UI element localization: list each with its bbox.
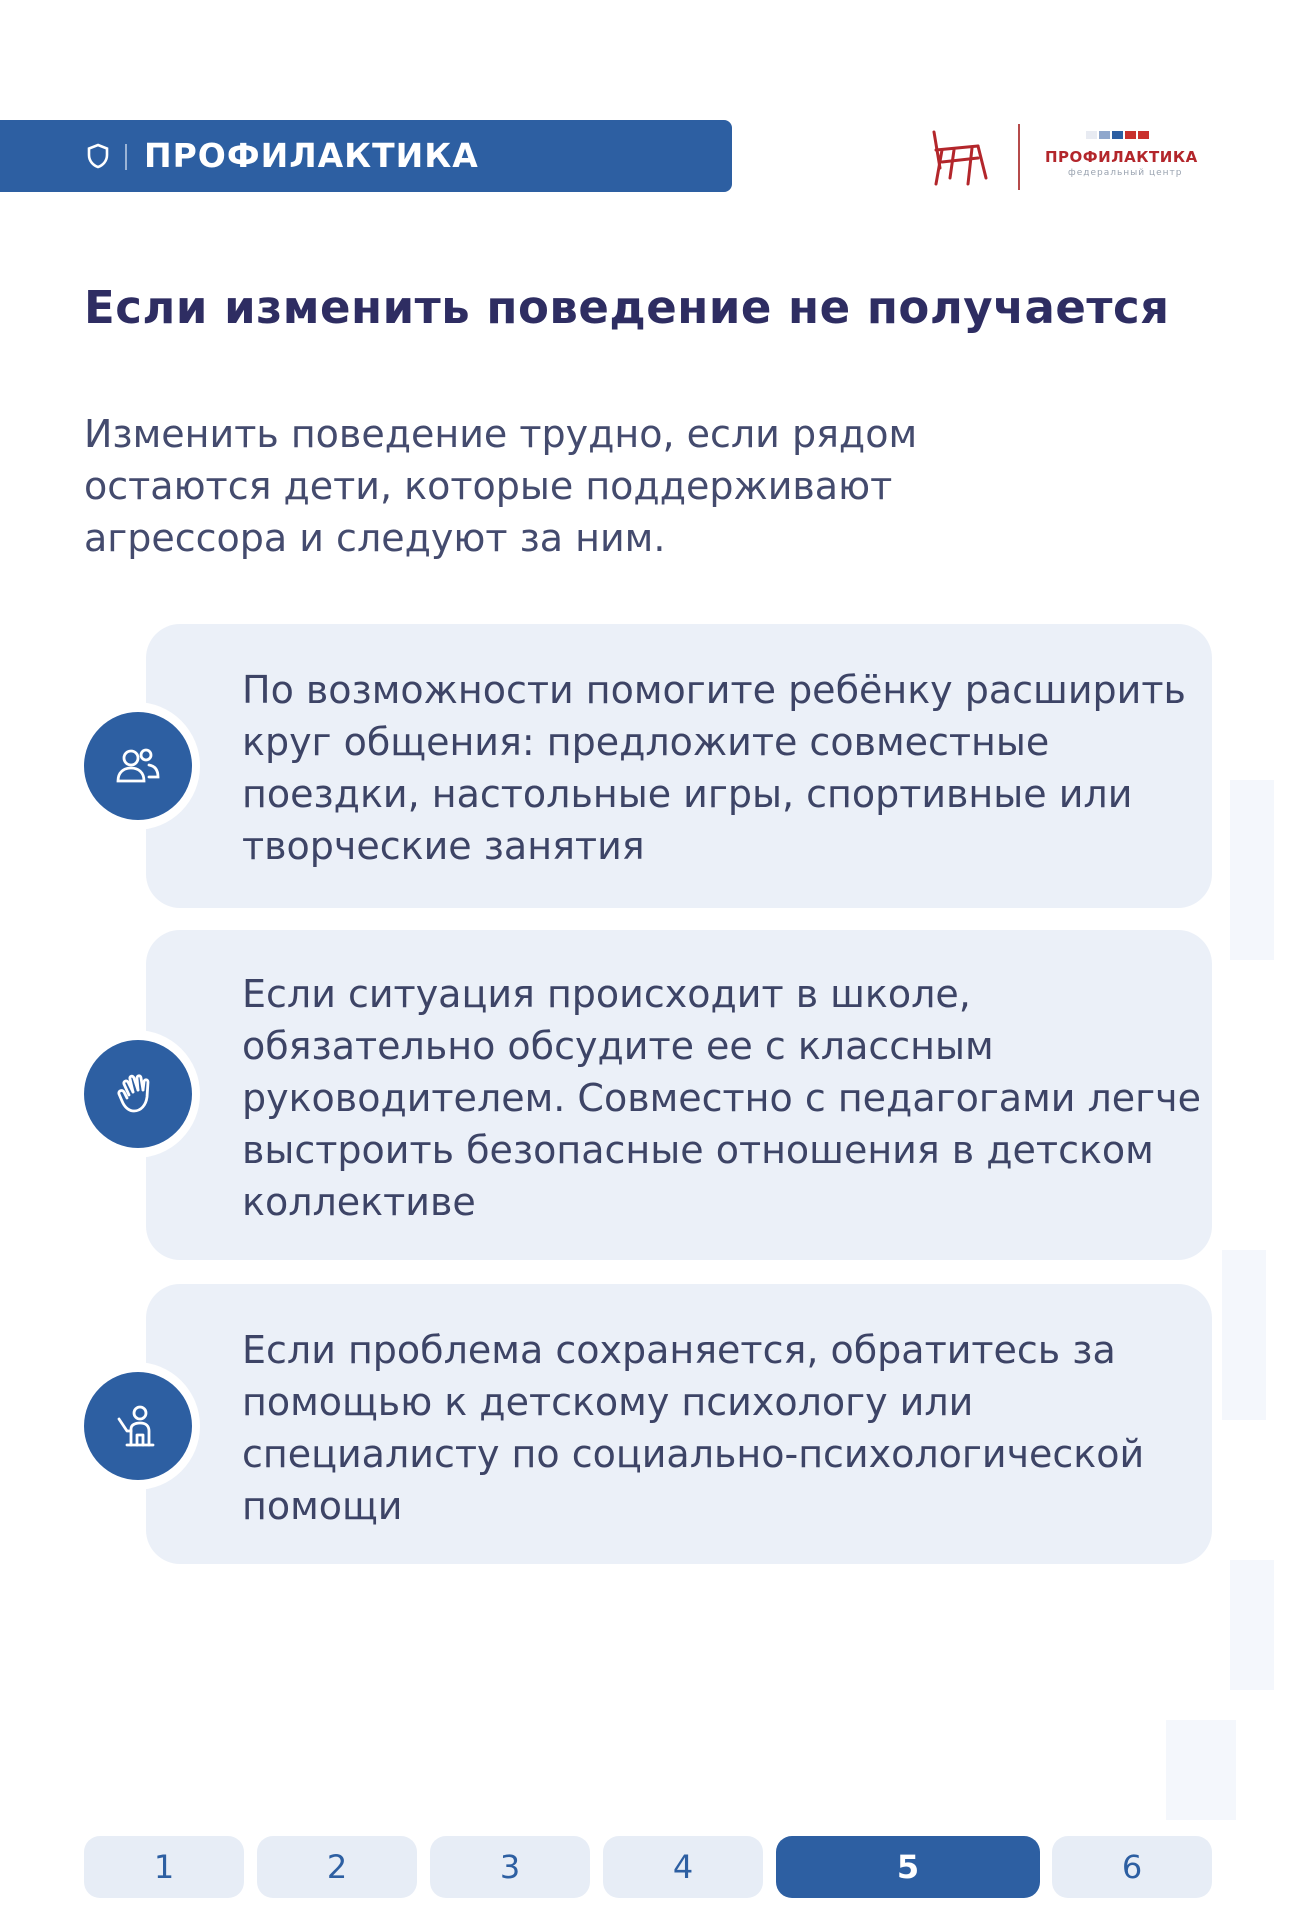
logo-separator <box>1018 124 1020 190</box>
header-title: ПРОФИЛАКТИКА <box>144 136 479 175</box>
page-button-4[interactable]: 4 <box>603 1836 763 1898</box>
intro-paragraph: Изменить поведение трудно, если рядом остаются дети, которые поддерживают агрессора и следуют за ним. <box>84 412 918 560</box>
logo-flag-block <box>1112 131 1123 139</box>
logo-flag-block <box>1086 131 1097 139</box>
background-decoration <box>1166 1720 1236 1820</box>
logo-subline: федеральный центр <box>1068 168 1183 178</box>
hand-icon <box>84 1040 192 1148</box>
advice-card <box>146 1284 1212 1564</box>
shield-icon <box>86 143 110 169</box>
stool-logo-icon <box>928 128 990 188</box>
page-button-3[interactable]: 3 <box>430 1836 590 1898</box>
logo-flag-block <box>1125 131 1136 139</box>
background-decoration <box>1222 1250 1266 1420</box>
page-button-6[interactable]: 6 <box>1052 1836 1212 1898</box>
advice-card <box>146 624 1212 908</box>
advice-card <box>146 930 1212 1260</box>
background-decoration <box>1230 780 1274 960</box>
header-separator <box>125 144 127 170</box>
advice-card-text: По возможности помогите ребёнку расширить круг общения: предложите совместные поездки, настольные игры, спортивные или творческие занятия <box>242 668 1186 868</box>
person-support-icon <box>84 1372 192 1480</box>
organization-logos <box>928 118 1228 198</box>
people-icon <box>84 712 192 820</box>
header-bar <box>0 120 732 192</box>
page-button-5-current[interactable]: 5 <box>776 1836 1040 1898</box>
page-button-2[interactable]: 2 <box>257 1836 417 1898</box>
background-decoration <box>1230 1560 1274 1690</box>
logo-flag-block <box>1099 131 1110 139</box>
page-heading: Если изменить поведение не получается <box>84 281 1170 334</box>
advice-card-text: Если проблема сохраняется, обратитесь за помощью к детскому психологу или специалисту по социально-психологической помощи <box>242 1328 1145 1528</box>
page-button-1[interactable]: 1 <box>84 1836 244 1898</box>
logo-flag-block <box>1138 131 1149 139</box>
logo-wordmark: ПРОФИЛАКТИКА <box>1045 148 1198 166</box>
advice-card-text: Если ситуация происходит в школе, обязательно обсудите ее с классным руководителем. Совместно с педагогами легче выстроить безопасные отношения в детском коллективе <box>242 972 1201 1224</box>
